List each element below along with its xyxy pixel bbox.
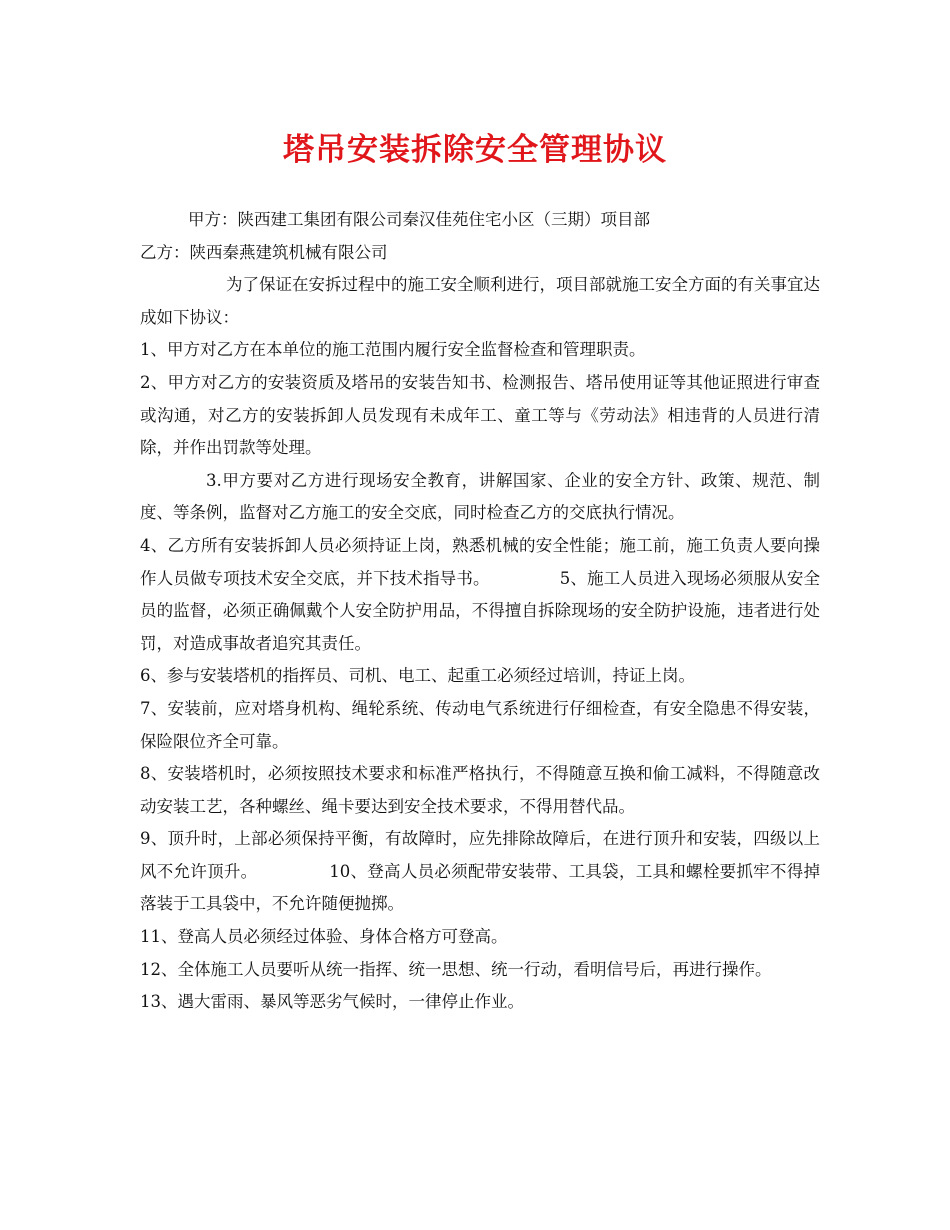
document-body [140,204,820,1019]
clause-9-10: 9、顶升时，上部必须保持平衡，有故障时，应先排除故障后，在进行顶升和安装，四级以上风不允许顶升。 10、登高人员必须配带安装带、工具袋，工具和螺栓要抓牢不得掉落装于工具袋中，不允许随便抛掷。 [140,829,820,914]
clause-6: 6、参与安装塔机的指挥员、司机、电工、起重工必须经过培训，持证上岗。 [140,666,695,686]
party-a-line: 甲方：陕西建工集团有限公司秦汉佳苑住宅小区（三期）项目部 [188,210,650,229]
clause-8: 8、安装塔机时，必须按照技术要求和标准严格执行，不得随意互换和偷工减料，不得随意改动安装工艺，各种螺丝、绳卡要达到安全技术要求，不得用替代品。 [140,764,820,816]
clause-11: 11、登高人员必须经过体验、身体合格方可登高。 [140,927,508,947]
clause-2: 2、甲方对乙方的安装资质及塔吊的安装告知书、检测报告、塔吊使用证等其他证照进行审查或沟通，对乙方的安装拆卸人员发现有未成年工、童工等与《劳动法》相违背的人员进行清除，并作出罚款等处理。 [140,372,820,458]
party-b-line: 乙方：陕西秦燕建筑机械有限公司 [140,242,388,262]
clause-1: 1、甲方对乙方在本单位的施工范围内履行安全监督检查和管理职责。 [140,340,646,360]
clause-3: 3.甲方要对乙方进行现场安全教育，讲解国家、企业的安全方针、政策、规范、制度、等条例，监督对乙方施工的安全交底，同时检查乙方的交底执行情况。 [140,470,820,523]
clause-12: 12、全体施工人员要听从统一指挥、统一思想、统一行动，看明信号后，再进行操作。 [140,959,772,979]
clause-4-5: 4、乙方所有安装拆卸人员必须持证上岗，熟悉机械的安全性能；施工前，施工负责人要向操作人员做专项技术安全交底，并下技术指导书。 5、施工人员进入现场必须服从安全员的监督，必须正确佩戴个人安全防护用品，不得擅自拆除现场的安全防护设施，违者进行处罚，对造成事故者追究其责任。 [140,535,820,653]
document-title: 塔吊安装拆除安全管理协议 [283,132,667,168]
intro-paragraph: 为了保证在安拆过程中的施工安全顺利进行，项目部就施工安全方面的有关事宜达成如下协议： [140,275,820,327]
clause-13: 13、遇大雷雨、暴风等恶劣气候时，一律停止作业。 [140,992,524,1012]
clause-7: 7、安装前，应对塔身机构、绳轮系统、传动电气系统进行仔细检查，有安全隐患不得安装，保险限位齐全可靠。 [140,698,820,751]
